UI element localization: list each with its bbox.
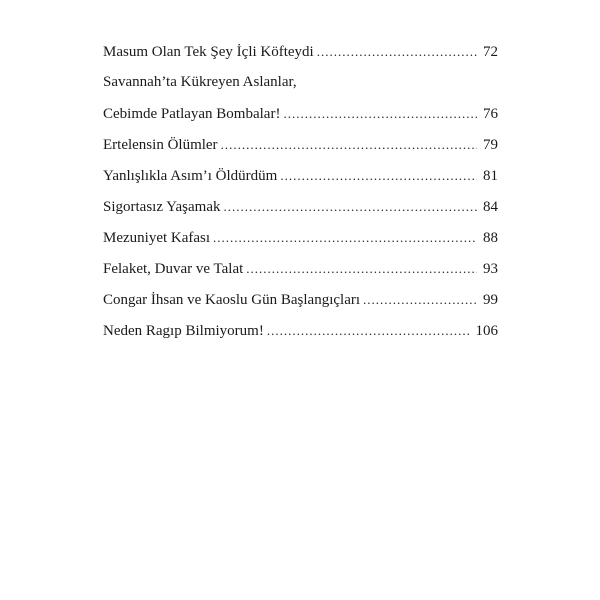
toc-entry-title: Cebimde Patlayan Bombalar! — [103, 106, 281, 122]
toc-entry-title: Masum Olan Tek Şey İçli Köfteydi — [103, 44, 314, 60]
toc-entry — [103, 129, 498, 160]
toc-entry-title: Felaket, Duvar ve Talat — [103, 261, 244, 277]
toc-entry-title: Savannah’ta Kükreyen Aslanlar, — [103, 74, 297, 90]
toc-entry-title: Mezuniyet Kafası — [103, 230, 211, 246]
toc-entry — [103, 222, 498, 253]
dot-leader — [213, 222, 477, 253]
dot-leader — [267, 315, 470, 346]
dot-leader — [280, 160, 477, 191]
toc-entry-title: Neden Ragıp Bilmiyorum! — [103, 323, 264, 339]
toc-entry-page-number: 99 — [483, 292, 498, 308]
toc-entry-page-number: 84 — [483, 199, 498, 215]
toc-entry-title: Sigortasız Yaşamak — [103, 199, 221, 215]
toc-entry — [103, 253, 498, 284]
toc-entry — [103, 160, 498, 191]
dot-leader — [246, 253, 477, 284]
table-of-contents — [103, 36, 498, 346]
toc-entry — [103, 315, 498, 346]
toc-entry — [103, 191, 498, 222]
dot-leader — [363, 284, 477, 315]
toc-entry-page-number: 81 — [483, 168, 498, 184]
toc-entry-page-number: 76 — [483, 106, 498, 122]
dot-leader — [224, 191, 478, 222]
dot-leader — [221, 129, 477, 160]
toc-entry-title: Yanlışlıkla Asım’ı Öldürdüm — [103, 168, 278, 184]
dot-leader — [317, 36, 477, 67]
toc-entry-title: Congar İhsan ve Kaoslu Gün Başlangıçları — [103, 292, 361, 308]
toc-entry — [103, 67, 498, 98]
toc-entry-page-number: 79 — [483, 137, 498, 153]
dot-leader — [283, 98, 477, 129]
toc-entry — [103, 98, 498, 129]
toc-entry-page-number: 88 — [483, 230, 498, 246]
toc-entry-page-number: 72 — [483, 44, 498, 60]
toc-entry — [103, 284, 498, 315]
toc-entry-page-number: 106 — [475, 323, 498, 339]
toc-entry-title: Ertelensin Ölümler — [103, 137, 218, 153]
toc-entry-page-number: 93 — [483, 261, 498, 277]
toc-entry — [103, 36, 498, 67]
